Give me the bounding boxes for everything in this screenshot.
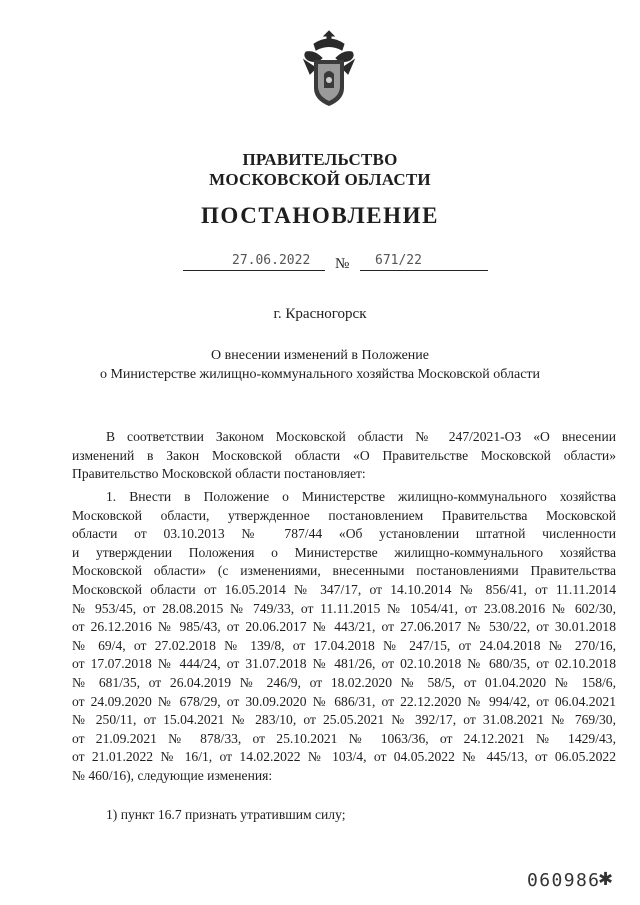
government-title-line2: МОСКОВСКОЙ ОБЛАСТИ bbox=[209, 170, 431, 189]
asterisk-mark: ✱ bbox=[598, 869, 614, 889]
item-1-line: от 26.12.2016 № 985/43, от 20.06.2017 № 443/21, от 27.06.2017 № 530/22, от 30.01.2018 bbox=[72, 619, 616, 635]
item-1-line: № 250/11, от 15.04.2021 № 283/10, от 25.05.2021 № 392/17, от 31.08.2021 № 769/30, bbox=[72, 712, 616, 728]
item-1-line: Московской области от 16.05.2014 № 347/17, от 14.10.2014 № 856/41, от 11.11.2014 bbox=[72, 581, 616, 597]
preamble-paragraph bbox=[72, 428, 616, 484]
item-1-line: от 24.09.2020 № 678/29, от 30.09.2020 № 686/31, от 22.12.2020 № 994/42, от 06.04.2021 bbox=[72, 693, 616, 709]
item-1-line: области от 03.10.2013 № 787/44 «Об установлении штатной численности bbox=[72, 526, 616, 542]
date-underline bbox=[183, 270, 325, 271]
serial-number-stamp: 060986 bbox=[527, 870, 601, 891]
item-1-line: Московской области, утвержденное постановлением Правительства Московской bbox=[72, 507, 616, 523]
coat-of-arms-emblem bbox=[300, 30, 358, 110]
subject-line2: о Министерстве жилищно-коммунального хозяйства Московской области bbox=[99, 367, 541, 382]
item-1-paragraph bbox=[72, 488, 616, 786]
decree-date: 27.06.2022 bbox=[232, 253, 311, 268]
number-sign: № bbox=[335, 256, 350, 272]
preamble-line: В соответствии Законом Московской области № 247/2021-ОЗ «О внесении bbox=[106, 429, 616, 444]
preamble-line: изменений в Закон Московской области «О Правительстве Московской области» bbox=[72, 447, 616, 463]
item-1-line: № 69/4, от 27.02.2018 № 139/8, от 17.04.2018 № 247/15, от 24.04.2018 № 270/16, bbox=[72, 637, 616, 653]
document-type-title: ПОСТАНОВЛЕНИЕ bbox=[200, 203, 440, 228]
item-1-line: № 953/45, от 28.08.2015 № 749/33, от 11.11.2015 № 1054/41, от 23.08.2016 № 602/30, bbox=[72, 600, 616, 616]
city-label: г. Красногорск bbox=[273, 306, 367, 322]
item-1-line: 1. Внести в Положение о Министерстве жилищно-коммунального хозяйства bbox=[106, 489, 616, 504]
subject-line1: О внесении изменений в Положение bbox=[210, 348, 429, 363]
item-1-line: от 21.01.2022 № 16/1, от 14.02.2022 № 103/4, от 04.05.2022 № 445/13, от 06.05.2022 bbox=[72, 749, 616, 765]
sub-item-1-paragraph bbox=[72, 806, 616, 825]
item-1-line: от 17.07.2018 № 444/24, от 31.07.2018 № 481/26, от 02.10.2018 № 680/35, от 02.10.2018 bbox=[72, 656, 616, 672]
item-1-line: № 460/16), следующие изменения: bbox=[72, 767, 273, 783]
item-1-line: № 681/35, от 26.04.2019 № 246/9, от 18.02.2020 № 58/5, от 01.04.2020 № 158/6, bbox=[72, 674, 616, 690]
preamble-line: Правительство Московской области постановляет: bbox=[72, 466, 366, 482]
decree-number: 671/22 bbox=[375, 253, 422, 268]
item-1-line: и утверждении Положения о Министерстве жилищно-коммунального хозяйства bbox=[72, 544, 616, 560]
item-1-line: от 21.09.2021 № 878/33, от 25.10.2021 № 1063/36, от 24.12.2021 № 1429/43, bbox=[72, 730, 616, 746]
number-underline bbox=[360, 270, 488, 271]
item-1-line: Московской области» (с изменениями, внесенными постановлениями Правительства bbox=[72, 563, 616, 579]
government-title-line1: ПРАВИТЕЛЬСТВО bbox=[242, 150, 398, 169]
sub-item-1-line: 1) пункт 16.7 признать утратившим силу; bbox=[106, 807, 346, 822]
